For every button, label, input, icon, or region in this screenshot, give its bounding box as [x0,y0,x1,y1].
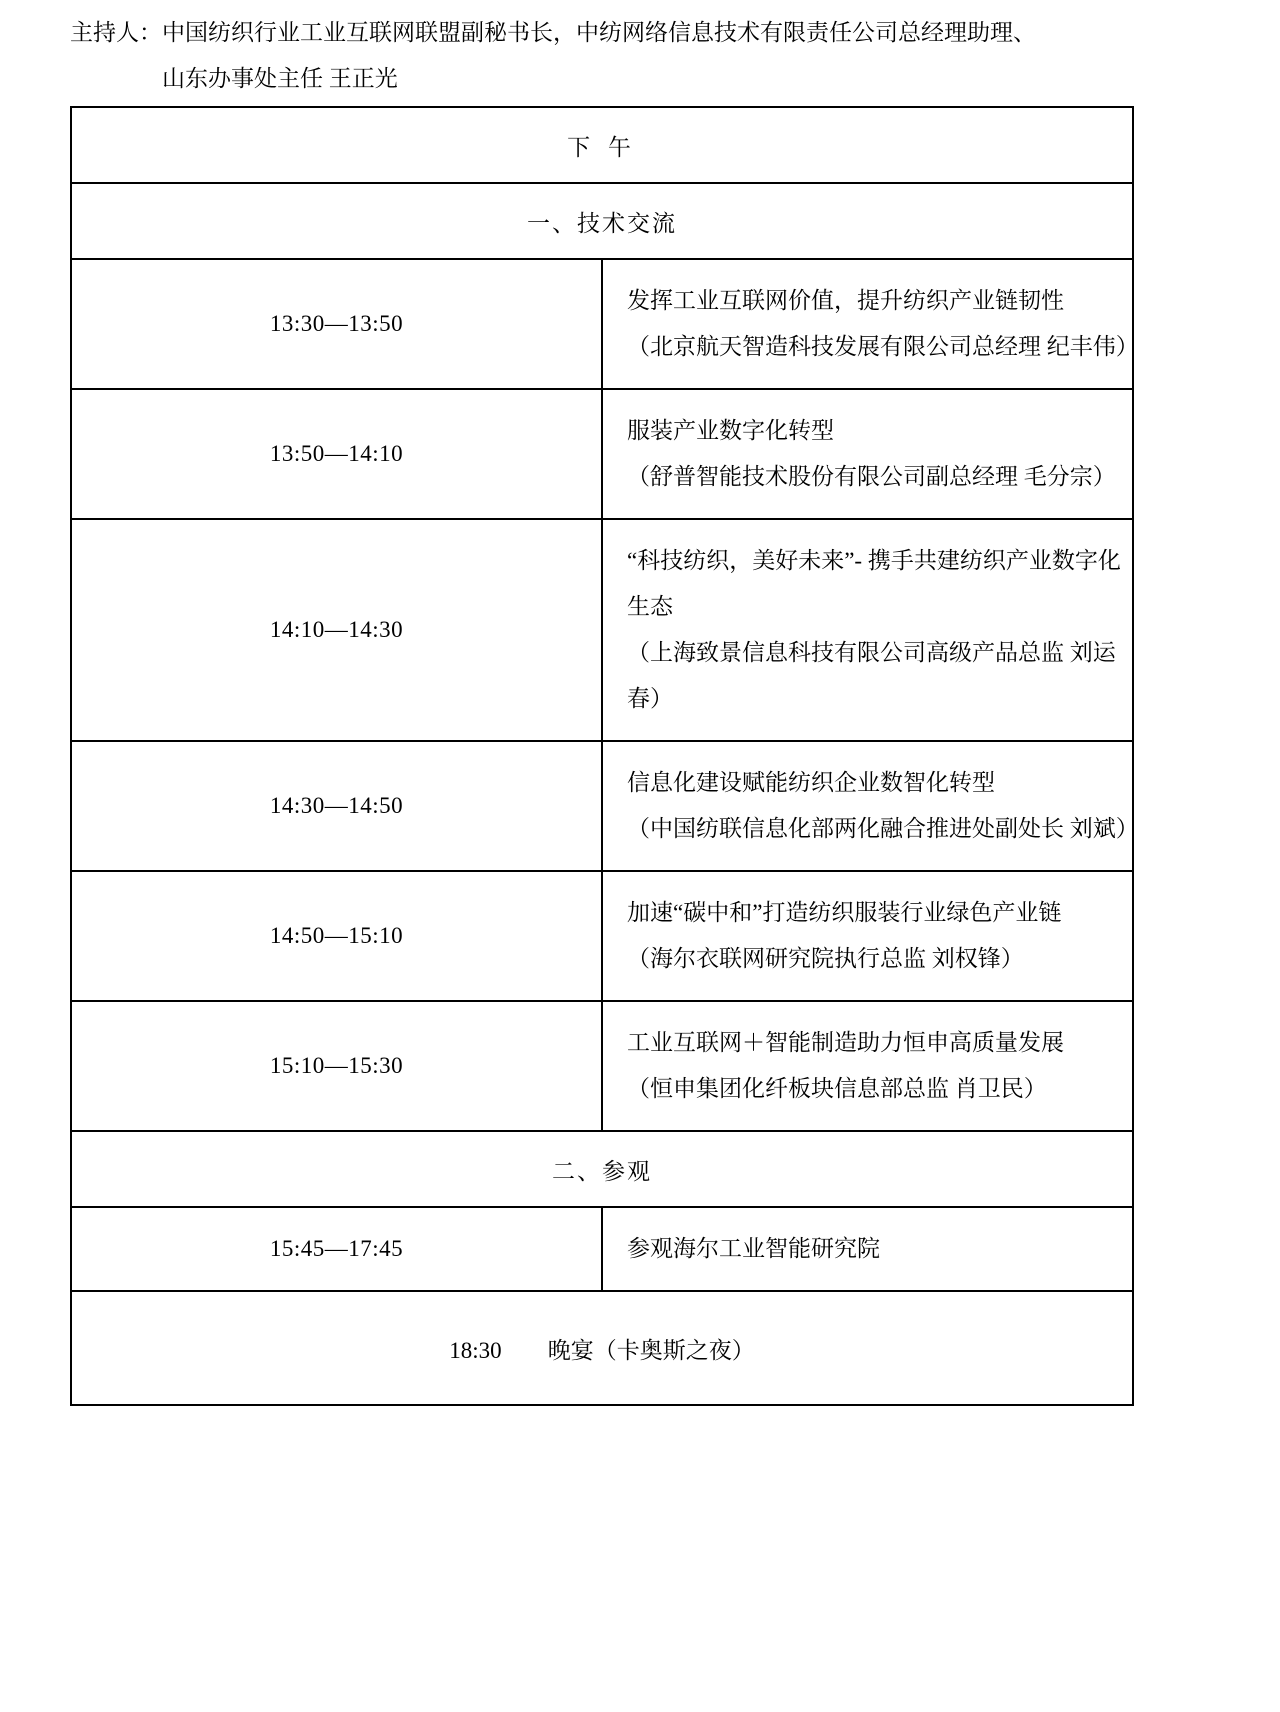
host-line-2-wrapper [70,60,1210,98]
session-title: 发挥工业互联网价值，提升纺织产业链韧性 [627,288,1064,313]
session-topic [602,389,1133,519]
section-one-header: 一、技术交流 [71,183,1133,259]
table-row [71,871,1133,1001]
session-time: 14:30—14:50 [71,741,602,871]
session-speaker: （舒普智能技术股份有限公司副总经理 毛分宗） [627,464,1116,489]
session-time: 15:10—15:30 [71,1001,602,1131]
agenda-table [70,106,1139,1406]
dinner-label: 晚宴（卡奥斯之夜） [547,1337,755,1363]
session-title: 信息化建设赋能纺织企业数智化转型 [627,770,995,795]
visit-title: 参观海尔工业智能研究院 [627,1236,880,1261]
dinner-row [71,1291,1133,1405]
table-row [71,259,1133,389]
table-row [71,741,1133,871]
table-row [71,519,1133,741]
session-speaker: （海尔衣联网研究院执行总监 刘权锋） [627,946,1024,971]
table-row [71,1291,1133,1405]
afternoon-header: 下 午 [71,107,1133,183]
session-speaker: （北京航天智造科技发展有限公司总经理 纪丰伟） [627,334,1139,359]
table-row [71,389,1133,519]
session-topic [602,871,1133,1001]
table-row [71,1131,1133,1207]
session-speaker: （中国纺联信息化部两化融合推进处副处长 刘斌） [627,816,1139,841]
session-title: 加速“碳中和”打造纺织服装行业绿色产业链 [627,900,1062,925]
session-topic [602,1001,1133,1131]
session-time: 13:30—13:50 [71,259,602,389]
table-row [71,107,1133,183]
dinner-time: 18:30 [449,1337,502,1363]
session-time: 14:50—15:10 [71,871,602,1001]
visit-topic [602,1207,1133,1291]
session-topic [602,741,1139,871]
session-title: 服装产业数字化转型 [627,418,834,443]
session-time: 13:50—14:10 [71,389,602,519]
session-topic [602,519,1133,741]
host-line-2: 山东办事处主任 王正光 [162,66,398,91]
visit-time: 15:45—17:45 [71,1207,602,1291]
session-title: 工业互联网＋智能制造助力恒申高质量发展 [627,1030,1064,1055]
table-row [71,1207,1133,1291]
section-two-header: 二、参观 [71,1131,1133,1207]
session-speaker: （上海致景信息科技有限公司高级产品总监 刘运春） [627,640,1116,711]
host-line-1: 主持人：中国纺织行业工业互联网联盟副秘书长，中纺网络信息技术有限责任公司总经理助理、 [70,20,1036,45]
session-title: “科技纺织，美好未来”- 携手共建纺织产业数字化生态 [627,548,1121,619]
table-row [71,1001,1133,1131]
session-topic [602,259,1139,389]
session-speaker: （恒申集团化纤板块信息部总监 肖卫民） [627,1076,1047,1101]
table-row [71,183,1133,259]
session-time: 14:10—14:30 [71,519,602,741]
